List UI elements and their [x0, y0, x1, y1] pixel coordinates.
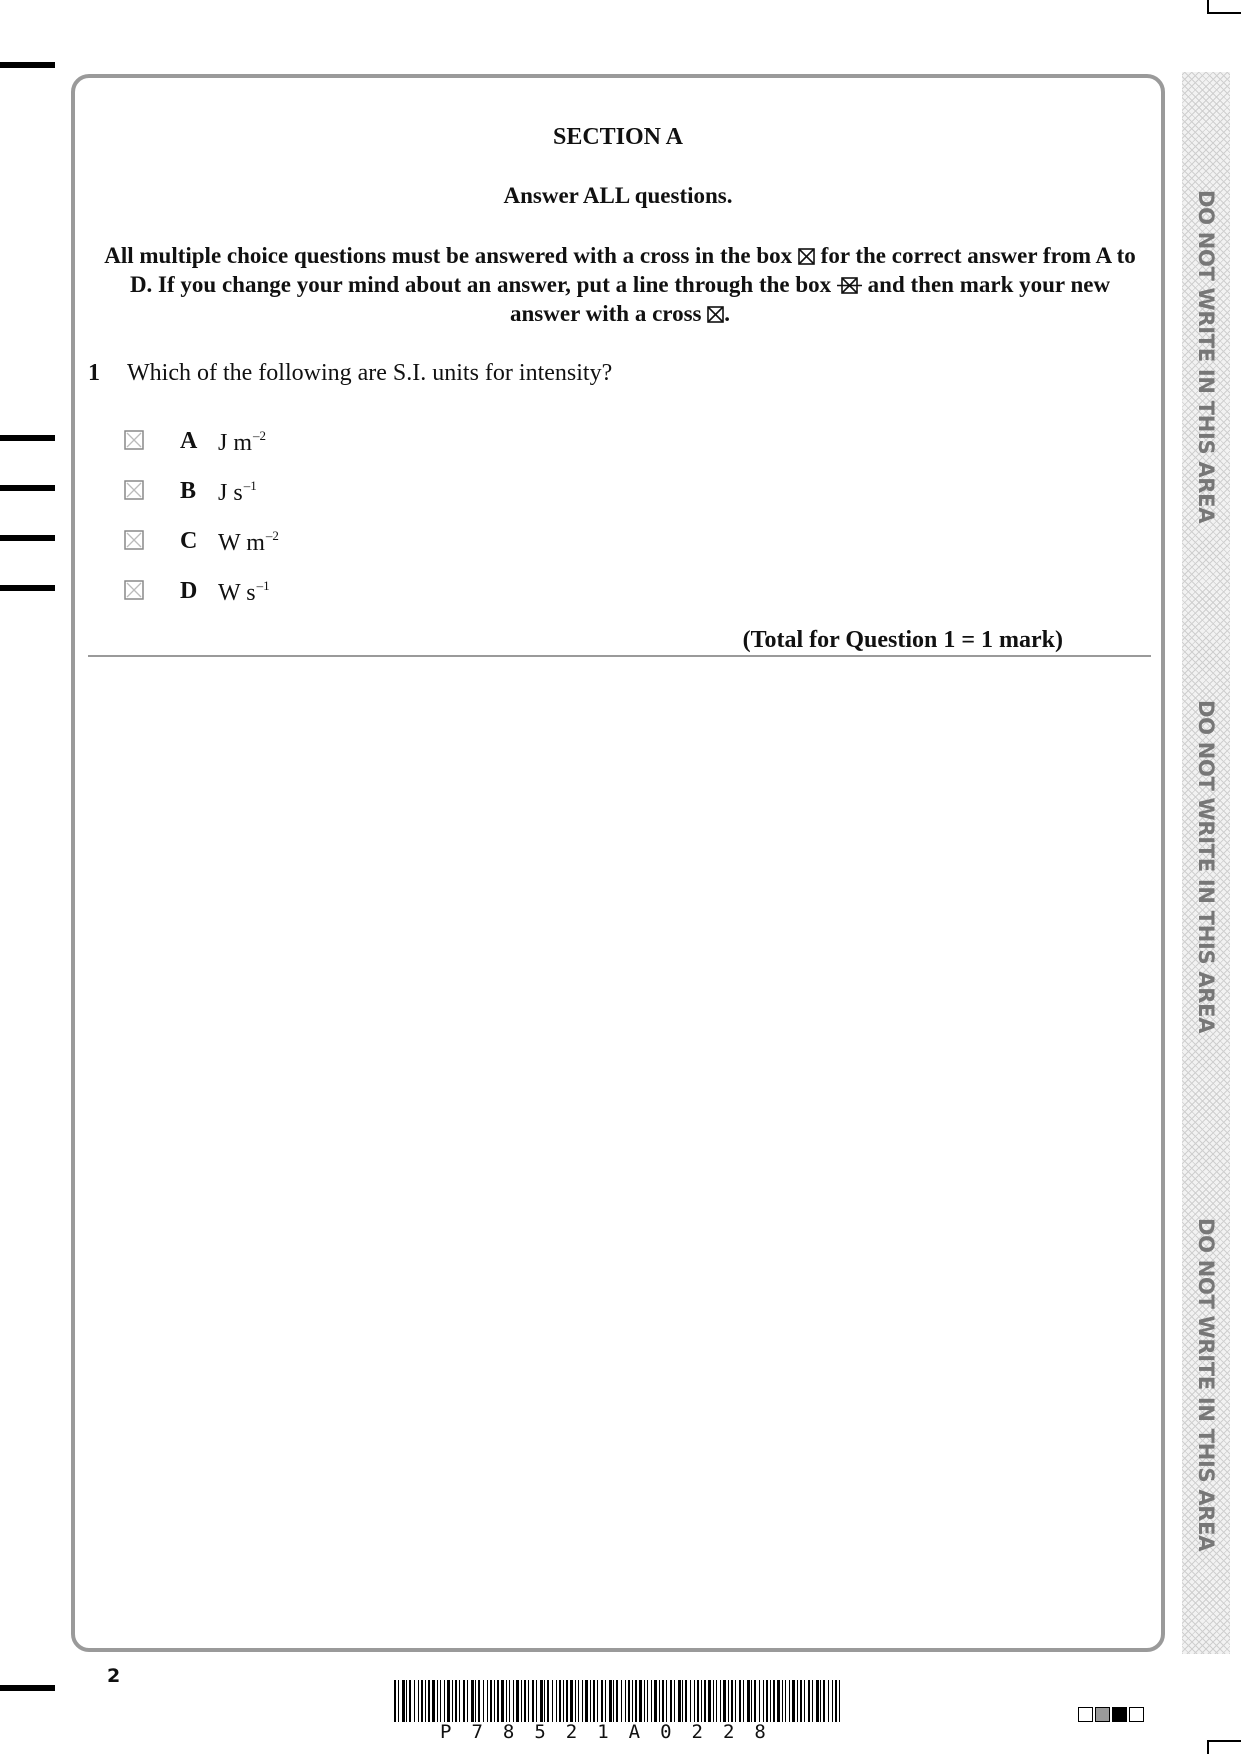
barcode-bar: [483, 1680, 484, 1722]
barcode-bar: [556, 1680, 557, 1722]
barcode-bar: [406, 1680, 407, 1722]
barcode-bar: [816, 1680, 819, 1722]
crop-mark: [1207, 0, 1209, 12]
barcode-bar: [559, 1680, 561, 1722]
barcode-bar: [628, 1680, 630, 1722]
barcode-bar: [731, 1680, 733, 1722]
barcode-bar: [455, 1680, 457, 1722]
crossed-box-icon: [707, 306, 724, 323]
barcode-bar: [478, 1680, 480, 1722]
barcode-bar: [501, 1680, 504, 1722]
barcode-bar: [697, 1680, 699, 1722]
barcode-bar: [418, 1680, 419, 1722]
barcode-bar: [432, 1680, 435, 1722]
barcode-bar: [685, 1680, 687, 1722]
barcode-bar: [743, 1680, 744, 1722]
colour-legend: [1078, 1707, 1144, 1722]
question-number: 1: [88, 360, 100, 386]
barcode-bar: [659, 1680, 660, 1722]
option-unit: W $m^{-2}$: [218, 528, 279, 556]
barcode-bar: [625, 1680, 626, 1722]
barcode-bar: [632, 1680, 633, 1722]
barcode-bar: [544, 1680, 545, 1722]
barcode-bar: [447, 1680, 450, 1722]
barcode-bar: [704, 1680, 706, 1722]
barcode-bar: [823, 1680, 825, 1722]
barcode-bar: [601, 1680, 603, 1722]
barcode-bar: [759, 1680, 760, 1722]
registration-mark: [0, 485, 55, 491]
barcode-bar: [747, 1680, 750, 1722]
option-unit: J $m^{-2}$: [218, 428, 267, 456]
barcode-bar: [509, 1680, 510, 1722]
barcode-bar: [678, 1680, 681, 1722]
barcode-bar: [654, 1680, 657, 1722]
barcode-bar: [662, 1680, 664, 1722]
answer-checkbox[interactable]: [124, 530, 144, 550]
barcode-bar: [720, 1680, 721, 1722]
option-letter: D: [180, 578, 198, 604]
barcode-bar: [421, 1680, 423, 1722]
barcode-bar: [566, 1680, 568, 1722]
barcode-bar: [800, 1680, 802, 1722]
do-not-write-label: DO NOT WRITE IN THIS AREA: [1194, 190, 1218, 524]
barcode-bar: [804, 1680, 805, 1722]
do-not-write-label: DO NOT WRITE IN THIS AREA: [1194, 700, 1218, 1034]
barcode-bar: [754, 1680, 756, 1722]
barcode-bar: [463, 1680, 465, 1722]
barcode: [392, 1680, 844, 1722]
barcode-bar: [773, 1680, 775, 1722]
barcode-bar: [532, 1680, 534, 1722]
option-letter: B: [180, 478, 197, 504]
barcode-bar: [394, 1680, 396, 1722]
registration-mark: [0, 585, 55, 591]
barcode-bar: [409, 1680, 411, 1722]
crop-mark: [1207, 12, 1241, 14]
barcode-bar: [716, 1680, 717, 1722]
barcode-bar: [440, 1680, 441, 1722]
answer-all-instruction: Answer ALL questions.: [503, 183, 733, 208]
barcode-bar: [670, 1680, 672, 1722]
barcode-bar: [475, 1680, 476, 1722]
barcode-bar: [835, 1680, 837, 1722]
barcode-bar: [666, 1680, 667, 1722]
barcode-bar: [547, 1680, 549, 1722]
option-letter: C: [180, 528, 198, 554]
barcode-bar: [763, 1680, 764, 1722]
struck-crossed-box-icon: [837, 277, 862, 294]
barcode-bar: [425, 1680, 426, 1722]
barcode-bar: [839, 1680, 840, 1722]
barcode-bar: [792, 1680, 795, 1722]
section-title: SECTION A: [552, 124, 684, 150]
registration-mark: [0, 435, 55, 441]
answer-checkbox[interactable]: [124, 430, 144, 450]
barcode-bar: [552, 1680, 553, 1722]
barcode-bar: [701, 1680, 702, 1722]
barcode-bar: [597, 1680, 598, 1722]
barcode-bar: [644, 1680, 645, 1722]
barcode-bar: [770, 1680, 771, 1722]
barcode-bar: [708, 1680, 711, 1722]
instruction-text: for the correct answer from A to D. If you change your mind about an answer, put a line through the box: [129, 243, 1136, 297]
registration-mark: [0, 1685, 55, 1691]
barcode-bar: [609, 1680, 612, 1722]
crossed-box-icon: [798, 248, 815, 265]
barcode-bar: [766, 1680, 768, 1722]
barcode-bar: [402, 1680, 405, 1722]
barcode-bar: [621, 1680, 622, 1722]
barcode-bar: [812, 1680, 813, 1722]
barcode-bar: [593, 1680, 595, 1722]
barcode-bar: [694, 1680, 695, 1722]
barcode-bar: [751, 1680, 752, 1722]
barcode-bar: [582, 1680, 583, 1722]
instruction-text: .: [724, 301, 730, 326]
barcode-bar: [723, 1680, 726, 1722]
barcode-bar: [690, 1680, 691, 1722]
barcode-bar: [398, 1680, 399, 1722]
barcode-bar: [459, 1680, 460, 1722]
barcode-bar: [820, 1680, 821, 1722]
option-unit: J $s^{-1}$: [218, 478, 257, 506]
barcode-bar: [494, 1680, 495, 1722]
registration-mark: [0, 535, 55, 541]
barcode-bar: [506, 1680, 507, 1722]
barcode-bar: [613, 1680, 614, 1722]
barcode-bar: [735, 1680, 736, 1722]
barcode-bar: [414, 1680, 415, 1722]
crop-mark: [1207, 1740, 1209, 1754]
barcode-bar: [789, 1680, 790, 1722]
legend-square: [1078, 1707, 1093, 1722]
barcode-bar: [471, 1680, 474, 1722]
barcode-bar: [437, 1680, 438, 1722]
crop-mark: [1207, 1740, 1241, 1742]
instruction-text: and then mark your new answer with a cross: [510, 272, 1111, 326]
page-number: 2: [107, 1665, 121, 1687]
barcode-bar: [497, 1680, 499, 1722]
question-divider: [88, 655, 1151, 657]
legend-square: [1095, 1707, 1110, 1722]
barcode-bar: [516, 1680, 519, 1722]
question-text: Which of the following are S.I. units for intensity?: [127, 360, 613, 386]
barcode-bar: [777, 1680, 780, 1722]
barcode-text: P78521A0228: [440, 1721, 786, 1743]
question-total: (Total for Question 1 = 1 mark): [742, 627, 1063, 653]
barcode-bar: [785, 1680, 786, 1722]
answer-checkbox[interactable]: [124, 480, 144, 500]
barcode-bar: [797, 1680, 798, 1722]
barcode-bar: [524, 1680, 526, 1722]
barcode-bar: [828, 1680, 829, 1722]
instruction-text: All multiple choice questions must be answered with a cross in the box: [104, 243, 793, 268]
barcode-bar: [616, 1680, 618, 1722]
barcode-bar: [570, 1680, 573, 1722]
barcode-bar: [635, 1680, 637, 1722]
barcode-bar: [739, 1680, 741, 1722]
barcode-bar: [575, 1680, 576, 1722]
barcode-bar: [674, 1680, 675, 1722]
option-unit: W $s^{-1}$: [218, 578, 270, 606]
barcode-bar: [536, 1680, 537, 1722]
barcode-bar: [590, 1680, 591, 1722]
barcode-bar: [487, 1680, 488, 1722]
barcode-bar: [540, 1680, 543, 1722]
barcode-bar: [782, 1680, 783, 1722]
barcode-bar: [728, 1680, 729, 1722]
barcode-bar: [682, 1680, 683, 1722]
barcode-bar: [832, 1680, 833, 1722]
barcode-bar: [651, 1680, 652, 1722]
barcode-bar: [444, 1680, 445, 1722]
legend-square: [1129, 1707, 1144, 1722]
barcode-bar: [639, 1680, 642, 1722]
registration-mark: [0, 62, 55, 68]
barcode-bar: [713, 1680, 714, 1722]
legend-square: [1112, 1707, 1127, 1722]
barcode-bar: [467, 1680, 468, 1722]
do-not-write-label: DO NOT WRITE IN THIS AREA: [1194, 1218, 1218, 1552]
answer-checkbox[interactable]: [124, 580, 144, 600]
barcode-bar: [490, 1680, 492, 1722]
barcode-bar: [428, 1680, 430, 1722]
barcode-bar: [647, 1680, 648, 1722]
option-letter: A: [180, 428, 198, 454]
barcode-bar: [521, 1680, 522, 1722]
barcode-bar: [578, 1680, 579, 1722]
barcode-bar: [563, 1680, 564, 1722]
barcode-bar: [808, 1680, 810, 1722]
barcode-bar: [585, 1680, 588, 1722]
barcode-bar: [528, 1680, 529, 1722]
barcode-bar: [605, 1680, 606, 1722]
multiple-choice-instructions: [100, 241, 1140, 328]
barcode-bar: [513, 1680, 514, 1722]
barcode-bar: [452, 1680, 453, 1722]
